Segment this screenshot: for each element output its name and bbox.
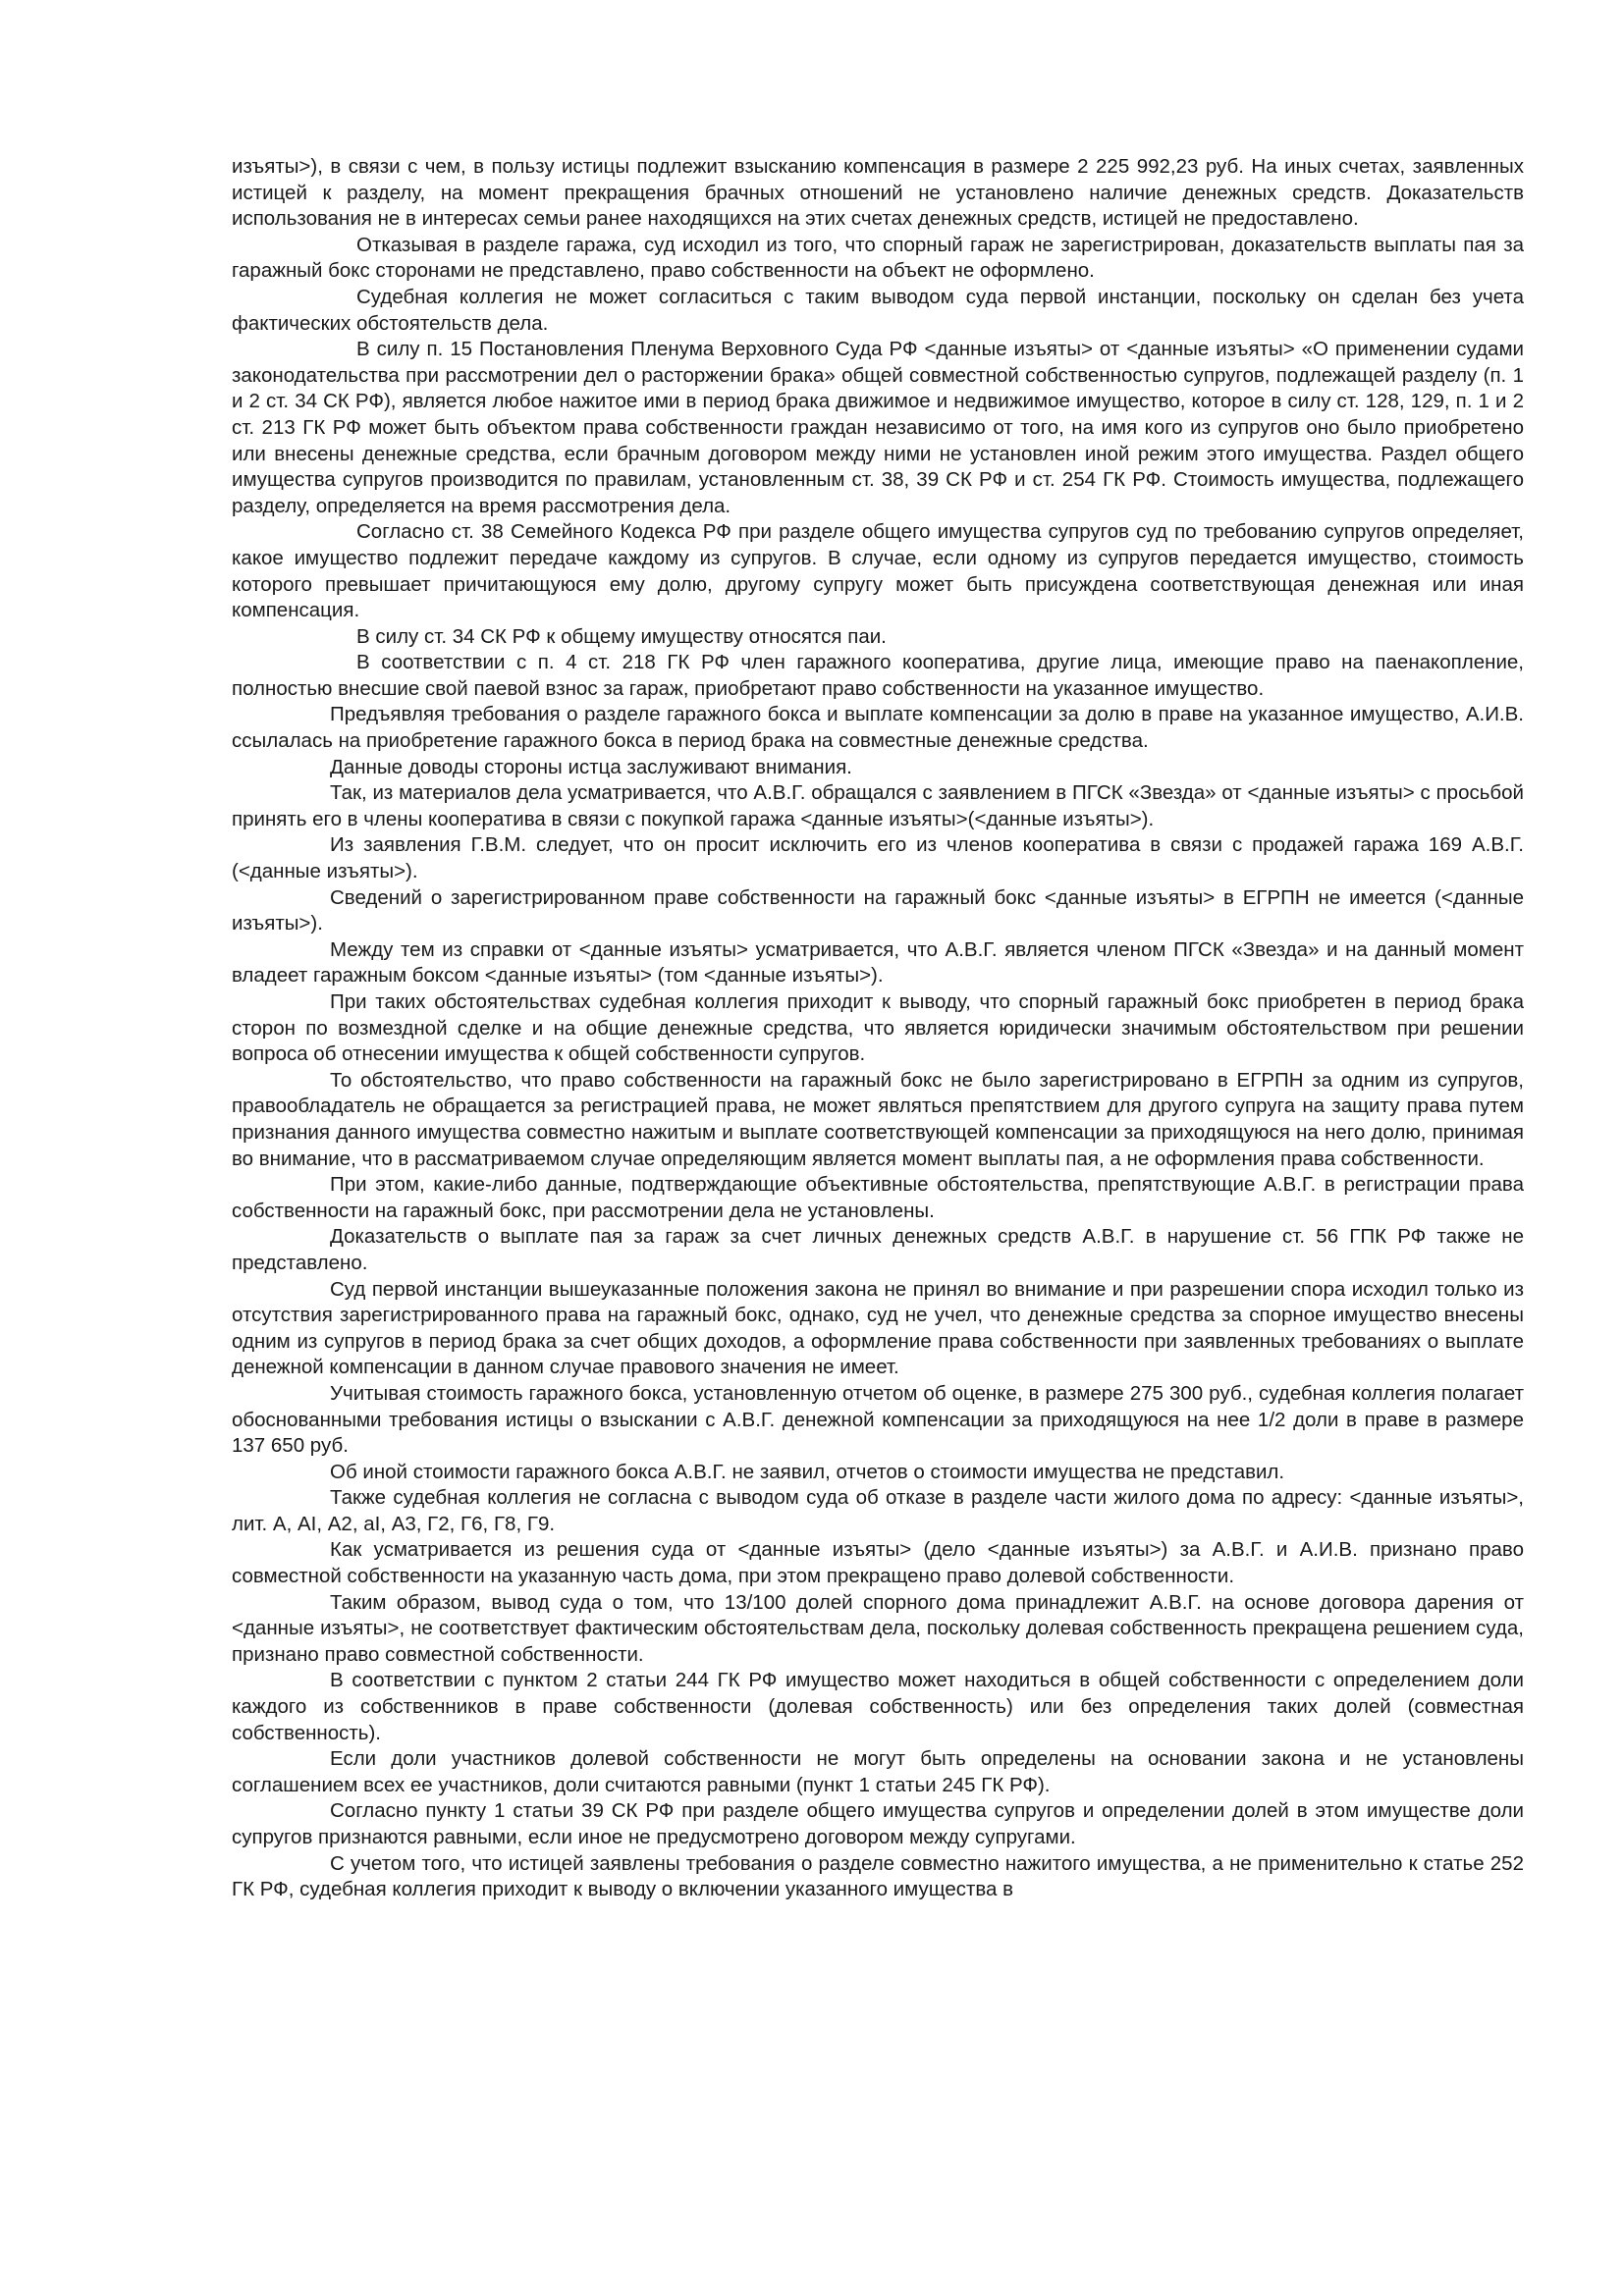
paragraph-16: При этом, какие-либо данные, подтверждающие объективные обстоятельства, препятствующие А.В.Г. в регистрации права собственности на гаражный бокс, при рассмотрении дела не установлены. <box>232 1173 1524 1222</box>
document-page <box>232 154 1524 1903</box>
paragraph-8: Предъявляя требования о разделе гаражного бокса и выплате компенсации за долю в праве на указанное имущество, А.И.В. ссылалась на приобретение гаражного бокса в период брака на совместные денежные средства. <box>232 703 1524 753</box>
paragraph-27: С учетом того, что истицей заявлены требования о разделе совместно нажитого имущества, а не применительно к статье 252 ГК РФ, судебная коллегия приходит к выводу о включении указанного имущества в <box>232 1851 1524 1901</box>
paragraph-2: Отказывая в разделе гаража, суд исходил из того, что спорный гараж не зарегистрирован, доказательств выплаты пая за гаражный бокс сторонами не представлено, право собственности на объект не оформлено. <box>232 233 1524 283</box>
paragraph-17: Доказательств о выплате пая за гараж за счет личных денежных средств А.В.Г. в нарушение ст. 56 ГПК РФ также не представлено. <box>232 1225 1524 1274</box>
paragraph-5: Согласно ст. 38 Семейного Кодекса РФ при разделе общего имущества супругов суд по требованию супругов определяет, какое имущество подлежит передаче каждому из супругов. В случае, если одному из супругов передается имущество, стоимость которого превышает причитающуюся ему долю, другому супругу может быть присуждена соответствующая денежная или иная компенсация. <box>232 520 1524 622</box>
paragraph-3: Судебная коллегия не может согласиться с таким выводом суда первой инстанции, поскольку он сделан без учета фактических обстоятельств дела. <box>232 285 1524 335</box>
paragraph-23: Таким образом, вывод суда о том, что 13/100 долей спорного дома принадлежит А.В.Г. на основе договора дарения от <данные изъяты>, не соответствует фактическим обстоятельствам дела, поскольку долевая собственность прекращена решением суда, признано право совместной собственности. <box>232 1590 1524 1666</box>
paragraph-15: То обстоятельство, что право собственности на гаражный бокс не было зарегистрировано в ЕГРПН за одним из супругов, правообладатель не обращается за регистрацией права, не может являться препятствием для другого супруга на защиту права путем признания данного имущества совместно нажитым и выплате соответствующей компенсации за приходящуюся на него долю, принимая во внимание, что в рассматриваемом случае определяющим является момент выплаты пая, а не оформления права собственности. <box>232 1068 1524 1170</box>
paragraph-4: В силу п. 15 Постановления Пленума Верховного Суда РФ <данные изъяты> от <данные изъяты> «О применении судами законодательства при рассмотрении дел о расторжении брака» общей совместной собственностью супругов, подлежащей разделу (п. 1 и 2 ст. 34 СК РФ), является любое нажитое ими в период брака движимое и недвижимое имущество, которое в силу ст. 128, 129, п. 1 и 2 ст. 213 ГК РФ может быть объектом права собственности граждан независимо от того, на имя кого из супругов оно было приобретено или внесены денежные средства, если брачным договором между ними не установлен иной режим этого имущества. Раздел общего имущества супругов производится по правилам, установленным ст. 38, 39 СК РФ и ст. 254 ГК РФ. Стоимость имущества, подлежащего разделу, определяется на время рассмотрения дела. <box>232 338 1524 517</box>
paragraph-6: В силу ст. 34 СК РФ к общему имуществу относятся паи. <box>356 624 887 648</box>
paragraph-13: Между тем из справки от <данные изъяты> усматривается, что А.В.Г. является членом ПГСК «Звезда» и на данный момент владеет гаражным боксом <данные изъяты> (том <данные изъяты>). <box>232 937 1524 988</box>
paragraph-11: Из заявления Г.В.М. следует, что он просит исключить его из членов кооператива в связи с продажей гаража 169 А.В.Г. (<данные изъяты>). <box>232 833 1524 883</box>
paragraph-20: Об иной стоимости гаражного бокса А.В.Г. не заявил, отчетов о стоимости имущества не представил. <box>330 1460 1285 1483</box>
paragraph-25: Если доли участников долевой собственности не могут быть определены на основании закона и не установлены соглашением всех ее участников, доли считаются равными (пункт 1 статьи 245 ГК РФ). <box>232 1747 1524 1796</box>
paragraph-10: Так, из материалов дела усматривается, что А.В.Г. обращался с заявлением в ПГСК «Звезда» от <данные изъяты> с просьбой принять его в члены кооператива в связи с покупкой гаража <данные изъяты>(<данные изъяты>). <box>232 781 1524 830</box>
paragraph-1: изъяты>), в связи с чем, в пользу истицы подлежит взысканию компенсация в размере 2 225 992,23 руб. На иных счетах, заявленных истицей к разделу, на момент прекращения брачных отношений не установлено наличие денежных средств. Доказательств использования не в интересах семьи ранее находящихся на этих счетах денежных средств, истицей не предоставлено. <box>232 155 1524 231</box>
paragraph-19: Учитывая стоимость гаражного бокса, установленную отчетом об оценке, в размере 275 300 руб., судебная коллегия полагает обоснованными требования истицы о взыскании с А.В.Г. денежной компенсации за приходящуюся на нее 1/2 доли в праве в размере 137 650 руб. <box>232 1381 1524 1458</box>
paragraph-7: В соответствии с п. 4 ст. 218 ГК РФ член гаражного кооператива, другие лица, имеющие право на паенакопление, полностью внесшие свой паевой взнос за гараж, приобретают право собственности на указанное имущество. <box>232 651 1524 700</box>
paragraph-9: Данные доводы стороны истца заслуживают внимания. <box>330 755 852 778</box>
paragraph-21: Также судебная коллегия не согласна с выводом суда об отказе в разделе части жилого дома по адресу: <данные изъяты>, лит. А, АI, А2, аI, А3, Г2, Г6, Г8, Г9. <box>232 1486 1524 1535</box>
paragraph-12: Сведений о зарегистрированном праве собственности на гаражный бокс <данные изъяты> в ЕГРПН не имеется (<данные изъяты>). <box>232 885 1524 935</box>
paragraph-22: Как усматривается из решения суда от <данные изъяты> (дело <данные изъяты>) за А.В.Г. и А.И.В. признано право совместной собственности на указанную часть дома, при этом прекращено право долевой собственности. <box>232 1538 1524 1588</box>
paragraph-14: При таких обстоятельствах судебная коллегия приходит к выводу, что спорный гаражный бокс приобретен в период брака сторон по возмездной сделке и на общие денежные средства, что является юридически значимым обстоятельством при решении вопроса об отнесении имущества к общей собственности супругов. <box>232 990 1524 1066</box>
paragraph-24: В соответствии с пунктом 2 статьи 244 ГК РФ имущество может находиться в общей собственности с определением доли каждого из собственников в праве собственности (долевая собственность) или без определения таких долей (совместная собственность). <box>232 1669 1524 1744</box>
paragraph-26: Согласно пункту 1 статьи 39 СК РФ при разделе общего имущества супругов и определении долей в этом имуществе доли супругов признаются равными, если иное не предусмотрено договором между супругами. <box>232 1799 1524 1848</box>
paragraph-18: Суд первой инстанции вышеуказанные положения закона не принял во внимание и при разрешении спора исходил только из отсутствия зарегистрированного права на гаражный бокс, однако, суд не учел, что денежные средства за спорное имущество внесены одним из супругов в период брака за счет общих доходов, а оформление права собственности при заявленных требованиях о выплате денежной компенсации в данном случае правового значения не имеет. <box>232 1277 1524 1379</box>
